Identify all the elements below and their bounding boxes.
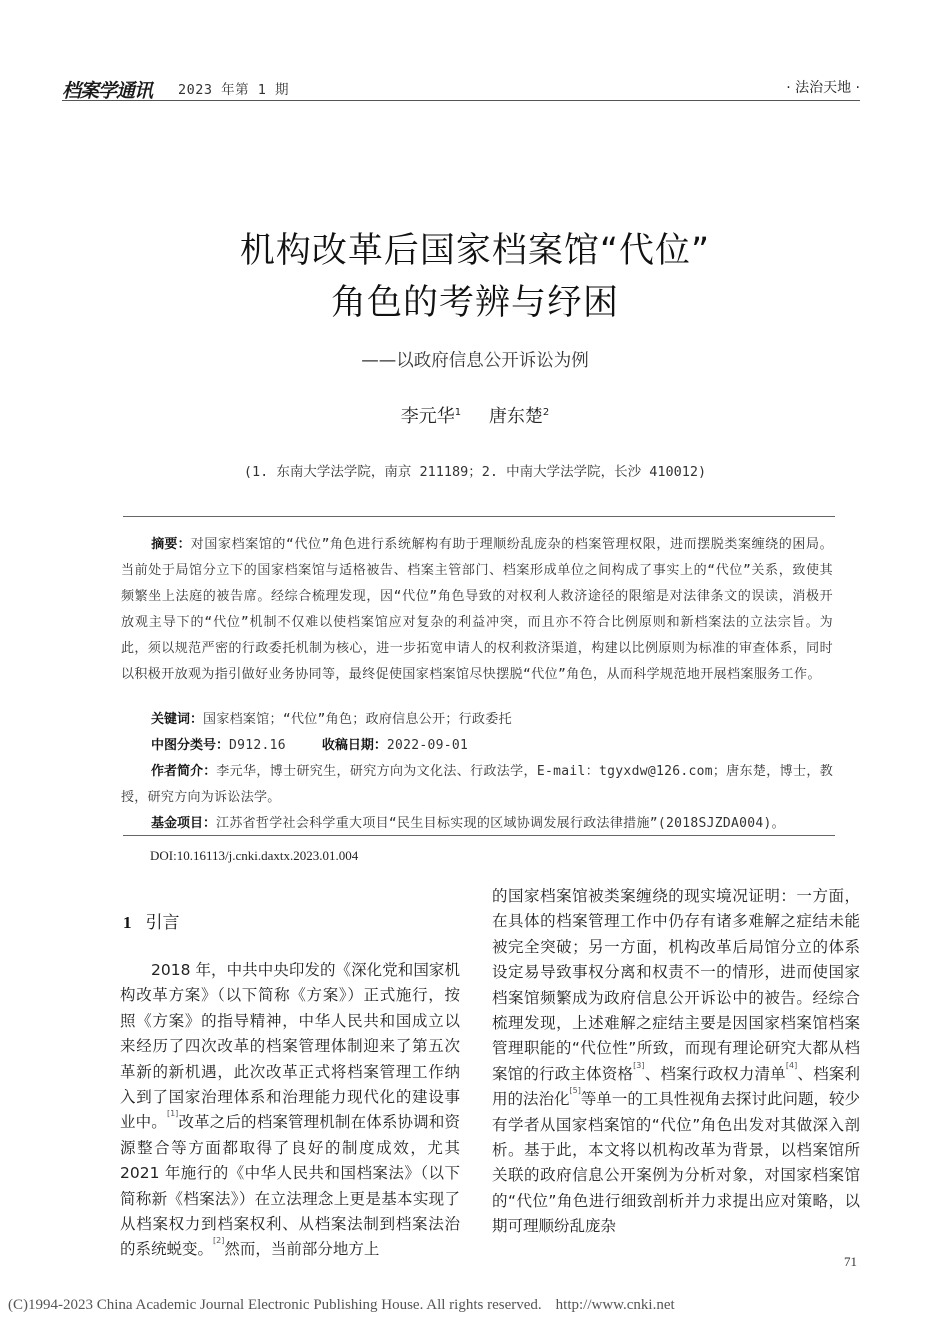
author-intro-label: 作者简介：	[151, 764, 217, 779]
clc-value: D912.16	[229, 738, 286, 753]
author-intro-text: 李元华，博士研究生，研究方向为文化法、行政法学，E-mail：tgyxdw@126.com；唐东楚，博士，教授，研究方向为诉讼法学。	[121, 764, 833, 805]
section-name: · 法治天地 ·	[786, 80, 860, 96]
right-paragraph-text: 、档案利用的法治化	[492, 1064, 860, 1109]
abstract-label: 摘要：	[151, 537, 191, 552]
section-title: 引言	[145, 913, 180, 933]
right-paragraph-text: 、档案行政权力清单	[644, 1064, 786, 1083]
author-intro	[121, 759, 833, 811]
author-name: 唐东楚$^2$	[488, 406, 550, 427]
keywords	[151, 707, 833, 733]
right-paragraph-text: 等单一的工具性视角去探讨此问题，较少有学者从国家档案馆的“代位”角色出发对其做深入剖析。基于此，本文将以机构改革为背景，以档案馆所关联的政府信息公开案例为分析对象，对国家档案馆的“代位”角色进行细致剖析并力求提出应对策略，以期可理顺纷乱庞杂	[492, 1090, 860, 1236]
citation-ref: [2]	[213, 1236, 225, 1246]
right-paragraph-text: 的国家档案馆被类案缠绕的现实境况证明：一方面，在具体的档案管理工作中仍存有诸多难解之症结未能被完全突破；另一方面，机构改革后局馆分立的体系设定易导致事权分离和权责不一的情形，进而使国家档案馆频繁成为政府信息公开诉讼中的被告。经综合梳理发现，上述难解之症结主要是因国家档案馆档案管理职能的“代位性”所致，而现有理论研究大都从档案馆的行政主体资格	[492, 887, 860, 1083]
citation-ref: [4]	[785, 1060, 798, 1070]
header-rule	[62, 100, 860, 101]
abstract	[121, 532, 833, 688]
section-number: 1	[123, 913, 132, 932]
section-heading	[123, 908, 180, 933]
journal-issue: 2023 年第 1 期	[178, 82, 290, 98]
citation-ref: [3]	[633, 1060, 645, 1070]
fund-label: 基金项目：	[151, 816, 217, 831]
left-paragraph-text: 2018 年，中共中央印发的《深化党和国家机构改革方案》（以下简称《方案》）正式施行，按照《方案》的指导精神，中华人民共和国成立以来经历了四次改革的档案管理体制迎来了第五次革新的新机遇，此次改革正式将档案管理工作纳入到了国家治理体系和治理能力现代化的建设事业中。	[120, 961, 460, 1132]
left-paragraph-text: 然而，当前部分地方上	[224, 1240, 380, 1259]
fund	[151, 811, 833, 837]
affiliation: (1. 东南大学法学院，南京 211189；2. 中南大学法学院，长沙 410012)	[243, 464, 707, 480]
paper-title-line-2: 角色的考辨与纾困	[330, 283, 619, 323]
cnki-url[interactable]: http://www.cnki.net	[555, 1297, 675, 1313]
copyright-text: (C)1994-2023 China Academic Journal Electronic Publishing House. All rights reserved.	[8, 1297, 542, 1313]
abstract-rule-top	[123, 516, 835, 517]
abstract-rule-bottom	[123, 835, 835, 836]
author-name: 李元华$^1$	[400, 406, 462, 427]
copyright-footer	[8, 1297, 675, 1314]
body-left-column	[120, 958, 460, 1263]
page-number: 71	[844, 1254, 857, 1269]
paper-subtitle: ——以政府信息公开诉讼为例	[361, 351, 589, 371]
classification	[151, 733, 833, 759]
keywords-text: 国家档案馆；“代位”角色；政府信息公开；行政委托	[203, 712, 512, 727]
citation-ref: [1]	[166, 1109, 179, 1119]
left-paragraph-text: 改革之后的档案管理机制在体系协调和资源整合等方面都取得了良好的制度成效，尤其 2021 年施行的《中华人民共和国档案法》（以下简称新《档案法》）在立法理念上更是基本实现了从档案权力到档案权利、从档案法制到档案法治的系统蜕变。	[120, 1113, 460, 1259]
doi: DOI:10.16113/j.cnki.daxtx.2023.01.004	[150, 848, 359, 863]
body-right-column	[492, 884, 860, 1240]
received-value: 2022-09-01	[386, 738, 469, 753]
clc-label: 中图分类号：	[151, 738, 230, 753]
abstract-text: 对国家档案馆的“代位”角色进行系统解构有助于理顺纷乱庞杂的档案管理权限，进而摆脱类案缠绕的困局。当前处于局馆分立下的国家档案馆与适格被告、档案主管部门、档案形成单位之间构成了事实上的“代位”关系，致使其频繁坐上法庭的被告席。经综合梳理发现，因“代位”角色导致的对权利人救济途径的限缩是对法律条文的误读，消极开放观主导下的“代位”机制不仅难以使档案馆应对复杂的利益冲突，而且亦不符合比例原则和新档案法的立法宗旨。为此，须以规范严密的行政委托机制为核心，进一步拓宽申请人的权利救济渠道，构建以比例原则为标准的审查体系，同时以积极开放观为指引做好业务协同等，最终促使国家档案馆尽快摆脱“代位”角色，从而科学规范地开展档案服务工作。	[121, 537, 833, 682]
received-label: 收稿日期：	[321, 738, 387, 753]
citation-ref: [5]	[569, 1086, 581, 1096]
journal-logo: 档案学通讯	[62, 80, 153, 102]
fund-text: 江苏省哲学社会科学重大项目“民生目标实现的区域协调发展行政法律措施”(2018SJZDA004)。	[216, 816, 785, 831]
keywords-label: 关键词：	[151, 712, 204, 727]
paper-title-line-1: 机构改革后国家档案馆“代位”	[239, 231, 711, 271]
author-list	[0, 402, 950, 428]
